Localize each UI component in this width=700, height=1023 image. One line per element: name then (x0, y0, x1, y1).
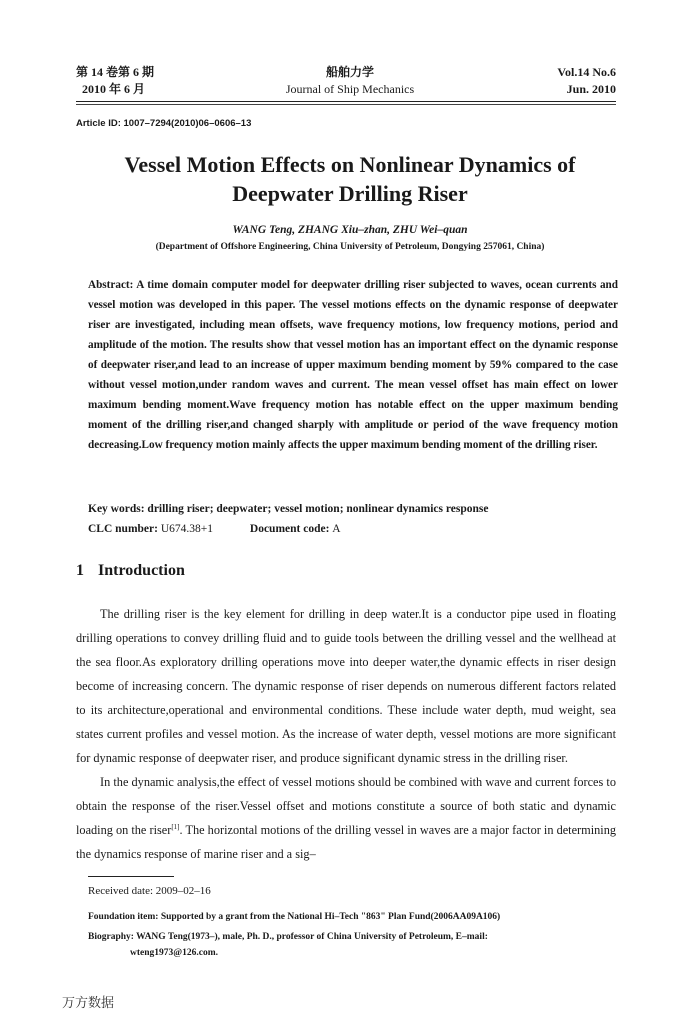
paper-title (0, 150, 700, 208)
clc-line (88, 523, 341, 535)
section-number: 1 (76, 562, 84, 579)
doc-code-label: Document code: (249, 523, 330, 535)
paragraph-2-part-a: In the dynamic analysis,the effect of vessel motions should be combined with wave and current forces to obtain the response of the riser.Vessel offset and motions constitute a source of both static and dynamic loading on the riser (76, 775, 616, 837)
abstract-label: Abstract: (88, 279, 134, 291)
keywords-text: drilling riser; deepwater; vessel motion; nonlinear dynamics response (147, 503, 489, 515)
received-date: Received date: 2009–02–16 (88, 885, 211, 897)
watermark: 万方数据 (62, 996, 115, 1011)
section-title: Introduction (98, 562, 185, 579)
header-rule (76, 101, 616, 102)
volume-issue-en: Vol.14 No.6 (557, 65, 616, 79)
date-en: Jun. 2010 (566, 82, 616, 96)
title-line-2: Deepwater Drilling Riser (232, 181, 468, 206)
journal-name-zh: 船舶力学 (325, 65, 374, 79)
abstract-text: A time domain computer model for deepwater drilling riser subjected to waves, ocean currents and vessel motion was developed in this paper. The vessel motions effects on the dynamic response of deepwater riser are investigated, including mean offsets, wave frequency motions, low frequency motions, period and amplitude of the motion. The results show that vessel motion has an important effect on the dynamic response of deepwater riser,and lead to an increase of upper maximum bending moment by 59% compared to the case without vessel motion,under random waves and current. The mean vessel offset has main effect on lower maximum bending moment.Wave frequency motion has notable effect on the upper maximum bending moment of the drilling riser,and changed sharply with amplitude or period of the wave frequency motion decreasing.Low frequency motion mainly affects the upper maximum bending moment of the drilling riser. (88, 279, 618, 451)
abstract (88, 275, 618, 455)
body-text (76, 602, 616, 866)
clc-value: U674.38+1 (160, 523, 214, 535)
biography: Biography: WANG Teng(1973–), male, Ph. D., professor of China University of Petroleum, E–mail: (88, 932, 488, 942)
citation-ref: [1] (171, 822, 180, 831)
paragraph-1: The drilling riser is the key element for drilling in deep water.It is a conductor pipe used in floating drilling operations to convey drilling fluid and to guide tools between the drilling vessel and the wellhead at the sea floor.As exploratory drilling operations move into deeper water,the dynamic effects in riser design become of increasing concern. The dynamic response of riser depends on numerous different factors related to its architecture,operational and environmental conditions. These include water depth, mud weight, sea states current profiles and vessel motion. As the increase of water depth, vessel motions are more significant for dynamic response of deepwater riser, and produce significant dynamic stress in the drilling riser. (76, 607, 616, 765)
journal-name-en: Journal of Ship Mechanics (285, 82, 415, 96)
authors: WANG Teng, ZHANG Xiu–zhan, ZHU Wei–quan (232, 224, 468, 236)
volume-issue-zh: 第 14 卷第 6 期 (76, 65, 155, 79)
section-heading (76, 562, 185, 580)
foundation-item: Foundation item: Supported by a grant from the National Hi–Tech "863" Plan Fund(2006AA09A106) (88, 912, 501, 922)
author-email: wteng1973@126.com. (130, 948, 218, 958)
footnote-rule (88, 876, 174, 877)
paragraph-2 (76, 770, 616, 866)
paragraph-2-part-b: . The horizontal motions of the drilling vessel in waves are a major factor in determining the dynamics response of marine riser and a sig– (76, 823, 616, 861)
keywords (88, 503, 488, 515)
date-zh: 2010 年 6 月 (82, 82, 146, 96)
article-id: Article ID: 1007–7294(2010)06–0606–13 (76, 118, 252, 129)
title-line-1: Vessel Motion Effects on Nonlinear Dynamics of (124, 152, 576, 177)
keywords-label: Key words: (88, 503, 145, 515)
clc-label: CLC number: (88, 523, 158, 535)
doc-code-value: A (332, 523, 341, 535)
header-rule-thin (76, 104, 616, 105)
affiliation: (Department of Offshore Engineering, China University of Petroleum, Dongying 257061, China) (155, 242, 545, 252)
journal-volume-en (557, 64, 616, 98)
